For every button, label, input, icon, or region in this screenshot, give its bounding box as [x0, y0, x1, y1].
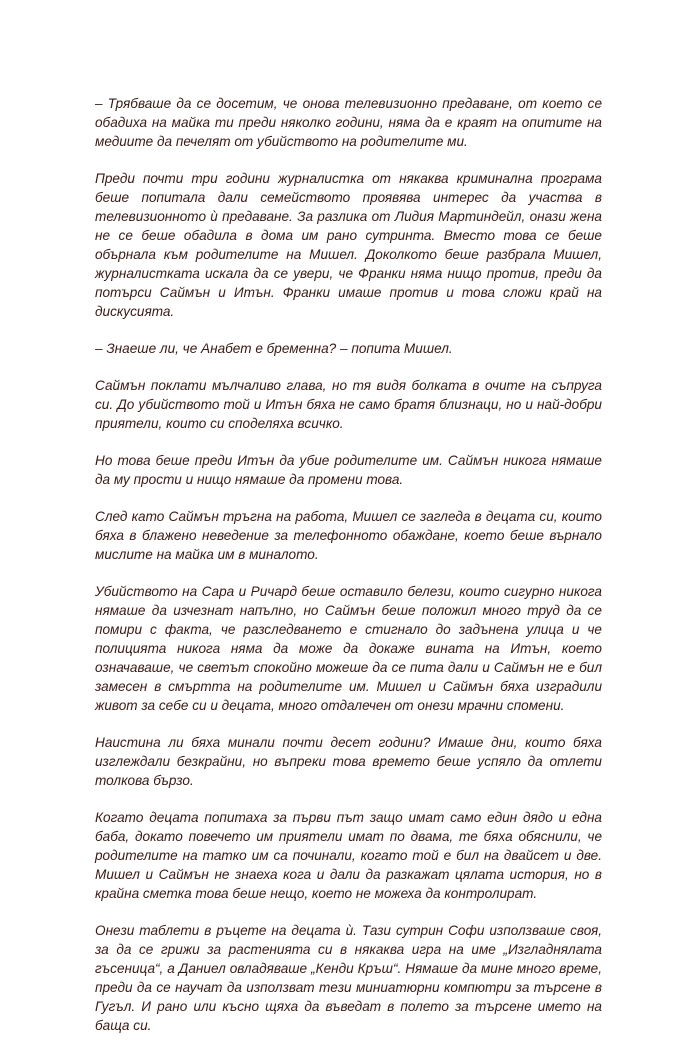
paragraph-5: Но това беше преди Итън да убие родителите им. Саймън никога нямаше да му прости и нищо нямаше да промени това. — [95, 453, 602, 487]
paragraph-8: Наистина ли бяха минали почти десет години? Имаше дни, които бяха изглеждали безкрайни, но въпреки това времето беше успяло да отлети толкова бързо. — [95, 735, 602, 788]
paragraph-10: Онези таблети в ръцете на децата ѝ. Тази сутрин Софи използваше своя, за да се грижи за растенията си в някаква игра на име „Изгладнялата гъсеница“, а Даниел овладяваше „Кенди Кръш“. Нямаше да мине много време, преди да се научат да използват тези миниатюрни компютри за търсене в Гугъл. И рано или късно щяха да въведат в полето за търсене името на баща си. — [95, 923, 602, 1033]
paragraph-3: – Знаеше ли, че Анабет е бременна? – попита Мишел. — [95, 341, 453, 356]
paragraph-1: – Трябваше да се досетим, че онова телевизионно предаване, от което се обадиха на майка ти преди няколко години, няма да е краят на опитите на медиите да печелят от убийството на родителите ми. — [95, 96, 602, 149]
paragraph-2: Преди почти три години журналистка от някаква криминална програма беше попитала дали семейството проявява интерес да участва в телевизионното ѝ предаване. За разлика от Лидия Мартиндейл, онази жена не се беше обадила в дома им рано сутринта. Вместо това се беше обърнала към родителите на Мишел. Доколкото беше разбрала Мишел, журналистката искала да се увери, че Франки няма нищо против, преди да потърси Саймън и Итън. Франки имаше против и това сложи край на дискусията. — [95, 171, 602, 319]
body-text — [95, 94, 602, 1053]
paragraph-7: Убийството на Сара и Ричард беше оставило белези, които сигурно никога нямаше да изчезнат напълно, но Саймън беше положил много труд да се помири с факта, че разследването е стигнало до задънена улица и че полицията никога няма да може да докаже вината на Итън, което означаваше, че светът спокойно можеше да се пита дали и Саймън не е бил замесен в смъртта на родителите им. Мишел и Саймън бяха изградили живот за себе си и децата, много отдалечен от онези мрачни спомени. — [95, 584, 602, 713]
paragraph-9: Когато децата попитаха за първи път защо имат само един дядо и една баба, докато повечето им приятели имат по двама, те бяха обяснили, че родителите на татко им са починали, когато той е бил на двайсет и две. Мишел и Саймън не знаеха кога и дали да разкажат цялата история, но в крайна сметка това беше нещо, което не можеха да контролират. — [95, 810, 602, 901]
paragraph-4: Саймън поклати мълчаливо глава, но тя видя болката в очите на съпруга си. До убийството той и Итън бяха не само братя близнаци, но и най-добри приятели, които си споделяха всичко. — [95, 378, 602, 431]
paragraph-6: След като Саймън тръгна на работа, Мишел се загледа в децата си, които бяха в блажено неведение за телефонното обаждане, което беше върнало мислите на майка им в миналото. — [95, 509, 602, 562]
